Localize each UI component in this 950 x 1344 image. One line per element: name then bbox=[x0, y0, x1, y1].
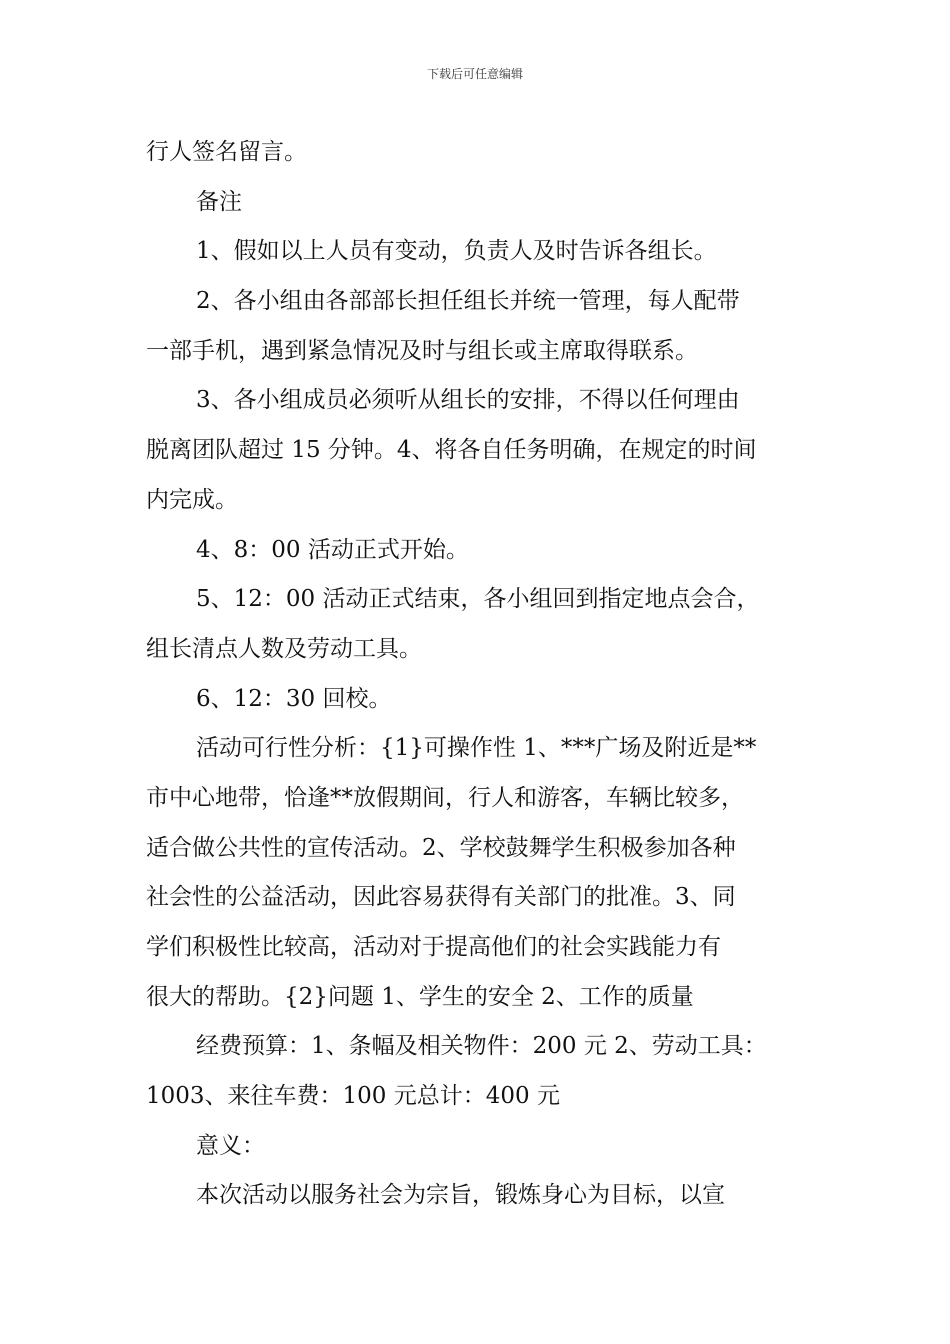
text-line: 市中心地带，恰逢**放假期间，行人和游客，车辆比较多， bbox=[146, 784, 744, 811]
text-line: 1、假如以上人员有变动，负责人及时告诉各组长。 bbox=[196, 238, 717, 265]
text-line: 学们积极性比较高，活动对于提高他们的社会实践能力有 bbox=[146, 934, 721, 960]
text-line: 很大的帮助。{2}问题 1、学生的安全 2、工作的质量 bbox=[146, 983, 694, 1010]
text-line: 脱离团队超过 15 分钟。4、将各自任务明确，在规定的时间 bbox=[146, 437, 757, 464]
text-line: 活动可行性分析：{1}可操作性 1、***广场及附近是** bbox=[196, 735, 757, 762]
text-line: 社会性的公益活动，因此容易获得有关部门的批准。3、同 bbox=[146, 884, 736, 911]
text-line: 3、各小组成员必须听从组长的安排，不得以任何理由 bbox=[196, 387, 740, 414]
text-line: 内完成。 bbox=[146, 486, 238, 513]
text-line: 适合做公共性的宣传活动。2、学校鼓舞学生积极参加各种 bbox=[146, 834, 736, 861]
header-note: 下载后可任意编辑 bbox=[426, 67, 523, 81]
text-line: 备注 bbox=[196, 188, 242, 215]
text-line: 行人签名留言。 bbox=[146, 139, 307, 165]
text-line: 5、12：00 活动正式结束，各小组回到指定地点会合， bbox=[196, 586, 760, 613]
text-line: 6、12：30 回校。 bbox=[196, 685, 392, 712]
text-line: 2、各小组由各部部长担任组长并统一管理，每人配带 bbox=[196, 288, 740, 315]
text-line: 本次活动以服务社会为宗旨，锻炼身心为目标，以宣 bbox=[196, 1182, 725, 1209]
text-line: 1003、来往车费：100 元总计：400 元 bbox=[146, 1083, 560, 1110]
text-line: 经费预算：1、条幅及相关物件：200 元 2、劳动工具： bbox=[196, 1033, 767, 1060]
text-line: 组长清点人数及劳动工具。 bbox=[146, 635, 422, 662]
text-line: 一部手机，遇到紧急情况及时与组长或主席取得联系。 bbox=[146, 337, 698, 364]
text-line: 意义： bbox=[196, 1132, 265, 1159]
text-line: 4、8：00 活动正式开始。 bbox=[196, 536, 469, 563]
document-body bbox=[146, 128, 808, 1221]
